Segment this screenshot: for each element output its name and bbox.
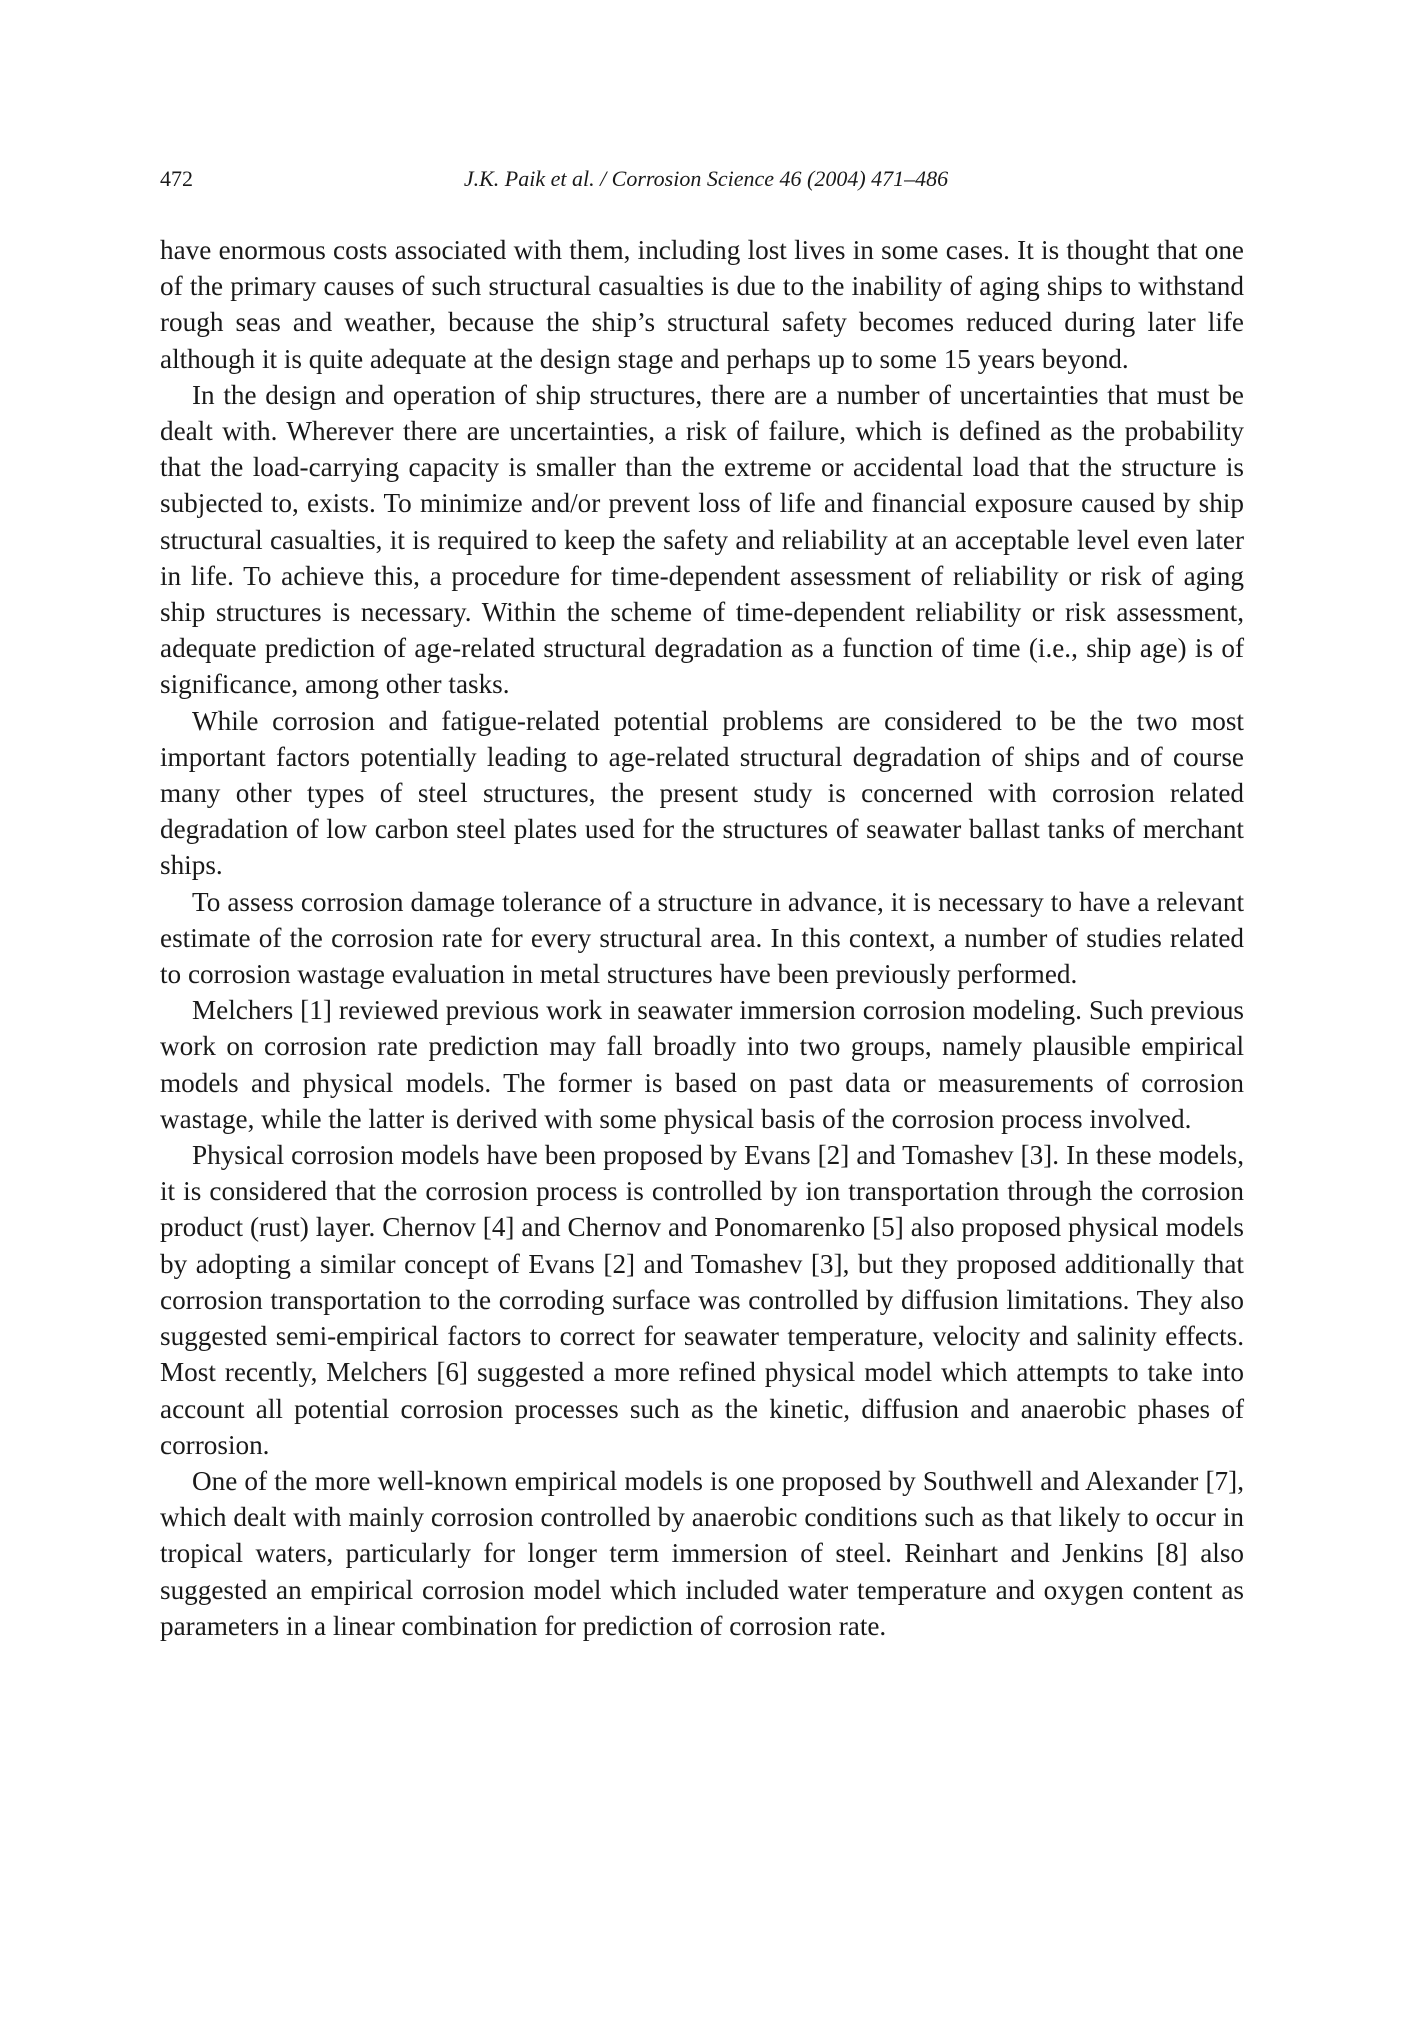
paragraph-5: Melchers [1] reviewed previous work in seawater immersion corrosion modeling. Such previous work on corrosion rate prediction may fall broadly into two groups, namely plausible empirical models and physical models. The former is based on past data or measurements of corrosion wastage, while the latter is derived with some physical basis of the corrosion process involved. (160, 995, 1244, 1134)
running-header (160, 163, 1244, 195)
paragraph-6: Physical corrosion models have been proposed by Evans [2] and Tomashev [3]. In these models, it is considered that the corrosion process is controlled by ion transportation through the corrosion product (rust) layer. Chernov [4] and Chernov and Ponomarenko [5] also proposed physical models by adopting a similar concept of Evans [2] and Tomashev [3], but they proposed additionally that corrosion transportation to the corroding surface was controlled by diffusion limitations. They also suggested semi-empirical factors to correct for seawater temperature, velocity and salinity effects. Most recently, Melchers [6] suggested a more refined physical model which attempts to take into account all potential corrosion processes such as the kinetic, diffusion and anaerobic phases of corrosion. (160, 1140, 1244, 1460)
page-number: 472 (160, 166, 193, 191)
journal-reference: J.K. Paik et al. / Corrosion Science 46 (2004) 471–486 (463, 166, 949, 191)
paragraph-4: To assess corrosion damage tolerance of a structure in advance, it is necessary to have a relevant estimate of the corrosion rate for every structural area. In this context, a number of studies related to corrosion wastage evaluation in metal structures have been previously performed. (160, 886, 1244, 990)
paragraph-7: One of the more well-known empirical models is one proposed by Southwell and Alexander [7], which dealt with mainly corrosion controlled by anaerobic conditions such as that likely to occur in tropical waters, particularly for longer term immersion of steel. Reinhart and Jenkins [8] also suggested an empirical corrosion model which included water temperature and oxygen content as parameters in a linear combination for prediction of corrosion rate. (160, 1465, 1244, 1641)
paragraph-3: While corrosion and fatigue-related potential problems are considered to be the two most important factors potentially leading to age-related structural degradation of ships and of course many other types of steel structures, the present study is concerned with corrosion related degradation of low carbon steel plates used for the structures of seawater ballast tanks of merchant ships. (160, 705, 1244, 881)
body-text (160, 232, 1244, 1644)
paragraph-1: have enormous costs associated with them, including lost lives in some cases. It is thought that one of the primary causes of such structural casualties is due to the inability of aging ships to withstand rough seas and weather, because the ship’s structural safety becomes reduced during later life although it is quite adequate at the design stage and perhaps up to some 15 years beyond. (160, 235, 1244, 374)
paragraph-2: In the design and operation of ship structures, there are a number of uncertainties that must be dealt with. Wherever there are uncertainties, a risk of failure, which is defined as the probability that the load-carrying capacity is smaller than the extreme or accidental load that the structure is subjected to, exists. To minimize and/or prevent loss of life and financial exposure caused by ship structural casualties, it is required to keep the safety and reliability at an acceptable level even later in life. To achieve this, a procedure for time-dependent assessment of reliability or risk of aging ship structures is necessary. Within the scheme of time-dependent reliability or risk assessment, adequate prediction of age-related structural degradation as a function of time (i.e., ship age) is of significance, among other tasks. (160, 379, 1244, 700)
